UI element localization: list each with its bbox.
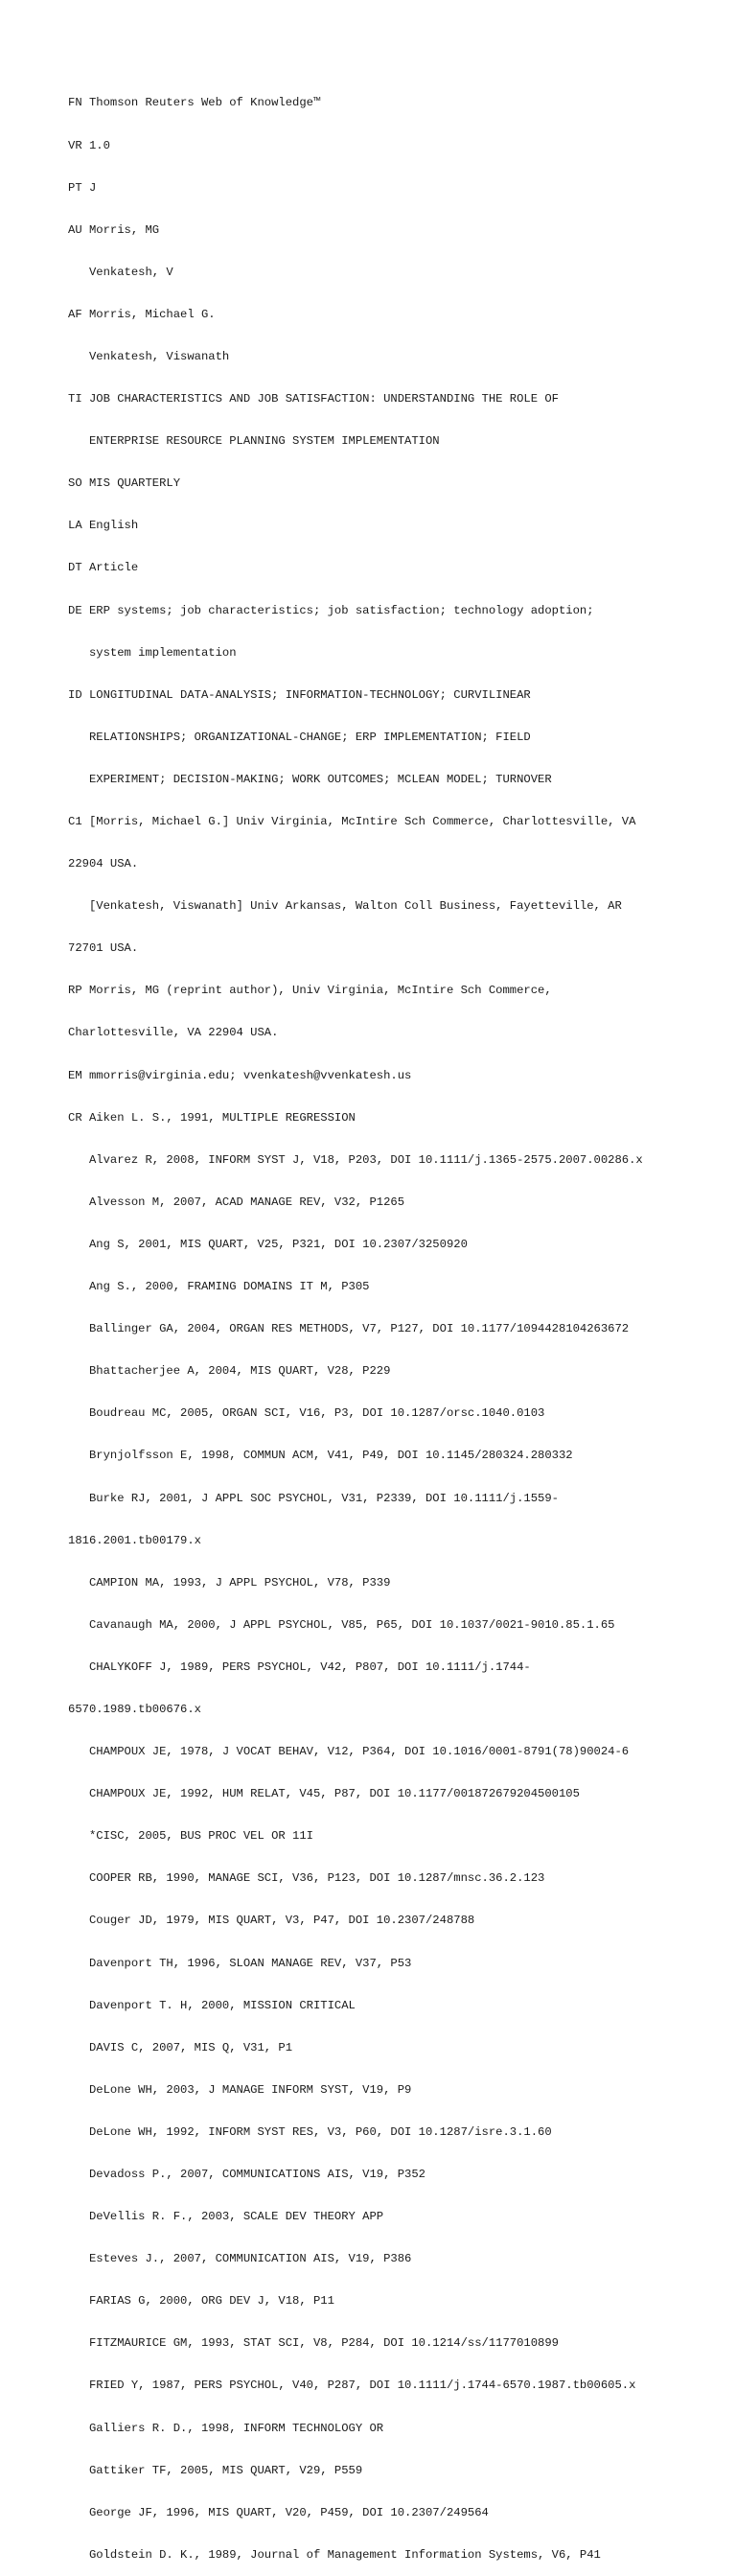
field-c1-cont: 22904 USA.: [68, 857, 139, 871]
field-rp: RP Morris, MG (reprint author), Univ Virginia, McIntire Sch Commerce,: [68, 984, 552, 998]
reference-line: Burke RJ, 2001, J APPL SOC PSYCHOL, V31, P2339, DOI 10.1111/j.1559-: [68, 1491, 559, 1505]
field-ti: TI JOB CHARACTERISTICS AND JOB SATISFACTION: UNDERSTANDING THE ROLE OF: [68, 392, 559, 406]
reference-line: COOPER RB, 1990, MANAGE SCI, V36, P123, DOI 10.1287/mnsc.36.2.123: [68, 1871, 545, 1886]
reference-line: DeLone WH, 2003, J MANAGE INFORM SYST, V19, P9: [68, 2082, 412, 2097]
reference-line: Davenport T. H, 2000, MISSION CRITICAL: [68, 1998, 356, 2012]
field-vr: VR 1.0: [68, 138, 110, 152]
reference-line: Cavanaugh MA, 2000, J APPL PSYCHOL, V85, P65, DOI 10.1037/0021-9010.85.1.65: [68, 1617, 615, 1632]
reference-line: CAMPION MA, 1993, J APPL PSYCHOL, V78, P339: [68, 1575, 391, 1590]
reference-line: FARIAS G, 2000, ORG DEV J, V18, P11: [68, 2294, 334, 2309]
reference-line: Esteves J., 2007, COMMUNICATION AIS, V19, P386: [68, 2252, 412, 2266]
reference-line: Bhattacherjee A, 2004, MIS QUART, V28, P229: [68, 1364, 391, 1379]
field-af: AF Morris, Michael G.: [68, 307, 216, 321]
reference-line: Ang S., 2000, FRAMING DOMAINS IT M, P305: [68, 1280, 370, 1294]
field-c1-cont: [Venkatesh, Viswanath] Univ Arkansas, Walton Coll Business, Fayetteville, AR: [68, 899, 622, 914]
field-au: AU Morris, MG: [68, 222, 160, 237]
field-au-cont: Venkatesh, V: [68, 265, 173, 279]
field-so: SO MIS QUARTERLY: [68, 476, 181, 491]
reference-line: Davenport TH, 1996, SLOAN MANAGE REV, V37, P53: [68, 1956, 412, 1970]
reference-line: CHAMPOUX JE, 1992, HUM RELAT, V45, P87, DOI 10.1177/001872679204500105: [68, 1787, 580, 1801]
reference-line: *CISC, 2005, BUS PROC VEL OR 11I: [68, 1829, 313, 1844]
reference-line: CHALYKOFF J, 1989, PERS PSYCHOL, V42, P807, DOI 10.1111/j.1744-: [68, 1659, 531, 1674]
field-de-cont: system implementation: [68, 645, 237, 660]
reference-line-wrap: 6570.1989.tb00676.x: [68, 1702, 201, 1716]
field-rp-cont: Charlottesville, VA 22904 USA.: [68, 1026, 279, 1040]
field-fn: FN Thomson Reuters Web of Knowledge™: [68, 96, 321, 110]
field-ti-cont: ENTERPRISE RESOURCE PLANNING SYSTEM IMPLEMENTATION: [68, 434, 440, 449]
reference-line: DeVellis R. F., 2003, SCALE DEV THEORY APP: [68, 2210, 384, 2224]
reference-line: Galliers R. D., 1998, INFORM TECHNOLOGY OR: [68, 2421, 384, 2435]
reference-line: Goldstein D. K., 1989, Journal of Management Information Systems, V6, P41: [68, 2547, 601, 2562]
reference-line: FRIED Y, 1987, PERS PSYCHOL, V40, P287, DOI 10.1111/j.1744-6570.1987.tb00605.x: [68, 2379, 636, 2393]
reference-line: Alvesson M, 2007, ACAD MANAGE REV, V32, P1265: [68, 1195, 405, 1209]
reference-line: Boudreau MC, 2005, ORGAN SCI, V16, P3, DOI 10.1287/orsc.1040.0103: [68, 1406, 545, 1421]
reference-line: Ballinger GA, 2004, ORGAN RES METHODS, V7, P127, DOI 10.1177/1094428104263672: [68, 1322, 630, 1336]
field-id-cont: RELATIONSHIPS; ORGANIZATIONAL-CHANGE; ERP IMPLEMENTATION; FIELD: [68, 730, 531, 744]
field-la: LA English: [68, 519, 139, 533]
field-em: EM mmorris@virginia.edu; vvenkatesh@vvenkatesh.us: [68, 1068, 412, 1082]
field-cr: CR Aiken L. S., 1991, MULTIPLE REGRESSION: [68, 1110, 356, 1125]
reference-line: FITZMAURICE GM, 1993, STAT SCI, V8, P284, DOI 10.1214/ss/1177010899: [68, 2336, 559, 2351]
reference-line: CHAMPOUX JE, 1978, J VOCAT BEHAV, V12, P364, DOI 10.1016/0001-8791(78)90024-6: [68, 1745, 630, 1759]
record-document: [68, 68, 729, 2576]
field-af-cont: Venkatesh, Viswanath: [68, 349, 230, 363]
reference-line: George JF, 1996, MIS QUART, V20, P459, DOI 10.2307/249564: [68, 2505, 489, 2519]
reference-line: Couger JD, 1979, MIS QUART, V3, P47, DOI 10.2307/248788: [68, 1914, 475, 1928]
reference-line: Brynjolfsson E, 1998, COMMUN ACM, V41, P49, DOI 10.1145/280324.280332: [68, 1449, 573, 1463]
field-c1: C1 [Morris, Michael G.] Univ Virginia, McIntire Sch Commerce, Charlottesville, VA: [68, 815, 636, 828]
field-dt: DT Article: [68, 561, 139, 575]
reference-line: Gattiker TF, 2005, MIS QUART, V29, P559: [68, 2463, 363, 2477]
field-de: DE ERP systems; job characteristics; job satisfaction; technology adoption;: [68, 603, 594, 617]
reference-line: DAVIS C, 2007, MIS Q, V31, P1: [68, 2040, 293, 2054]
reference-line-wrap: 1816.2001.tb00179.x: [68, 1533, 201, 1547]
reference-line: Devadoss P., 2007, COMMUNICATIONS AIS, V19, P352: [68, 2168, 426, 2181]
field-id: ID LONGITUDINAL DATA-ANALYSIS; INFORMATION-TECHNOLOGY; CURVILINEAR: [68, 687, 531, 702]
reference-line: DeLone WH, 1992, INFORM SYST RES, V3, P60, DOI 10.1287/isre.3.1.60: [68, 2124, 552, 2139]
field-pt: PT J: [68, 180, 97, 195]
field-id-cont: EXPERIMENT; DECISION-MAKING; WORK OUTCOMES; MCLEAN MODEL; TURNOVER: [68, 772, 552, 786]
field-c1-cont: 72701 USA.: [68, 941, 139, 956]
reference-line: Alvarez R, 2008, INFORM SYST J, V18, P203, DOI 10.1111/j.1365-2575.2007.00286.x: [68, 1152, 643, 1167]
reference-line: Ang S, 2001, MIS QUART, V25, P321, DOI 10.2307/3250920: [68, 1237, 468, 1251]
